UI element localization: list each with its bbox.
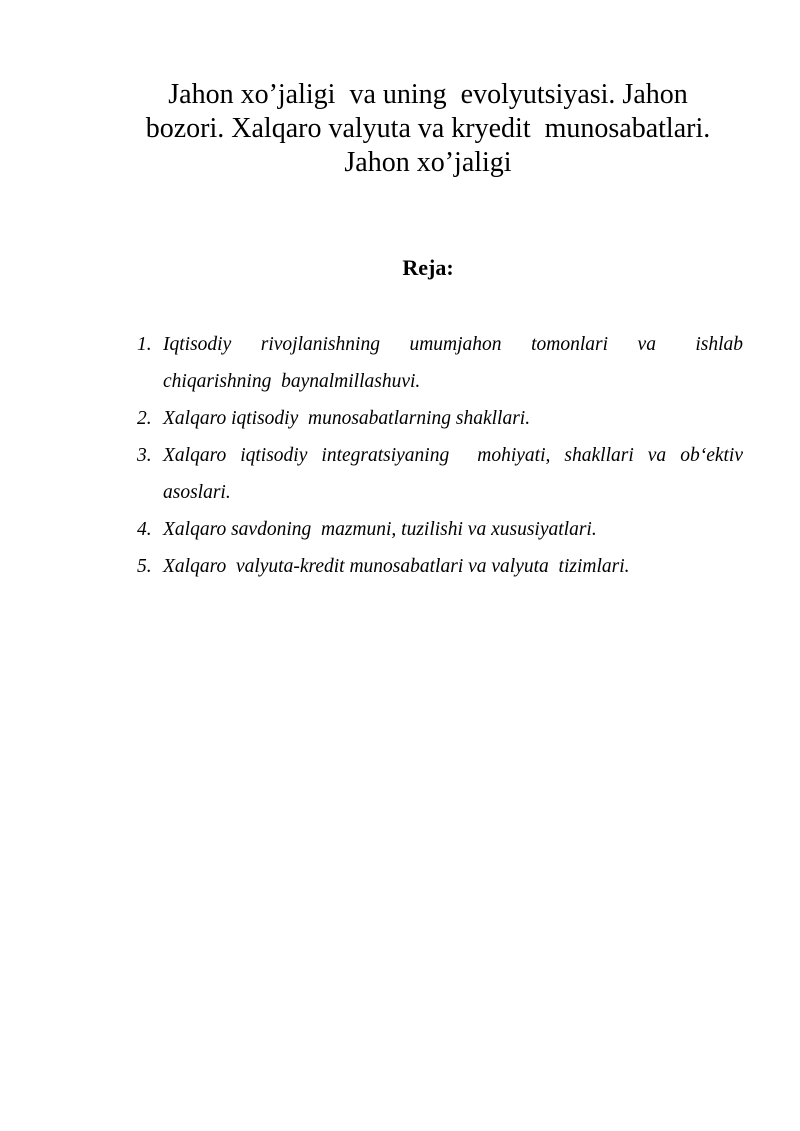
plan-item-5: [137, 548, 743, 585]
title-line-2: bozori. Xalqaro valyuta va kryedit munosabatlari.: [145, 113, 711, 144]
plan-list: [137, 326, 748, 585]
plan-item-2: [137, 400, 743, 437]
plan-item-number: 3.: [137, 445, 152, 466]
plan-item-number: 5.: [137, 556, 152, 577]
plan-item-3: [137, 437, 748, 511]
plan-item-4: [137, 511, 743, 548]
plan-item-number: 2.: [137, 408, 152, 429]
plan-heading: Reja:: [402, 255, 454, 280]
plan-item-text: Xalqaro savdoning mazmuni, tuzilishi va xususiyatlari.: [163, 519, 597, 540]
plan-item-1: [137, 326, 748, 400]
plan-item-text: Iqtisodiy rivojlanishning umumjahon tomonlari va ishlab chiqarishning baynalmillashuvi.: [163, 334, 748, 392]
plan-item-text: Xalqaro iqtisodiy munosabatlarning shakllari.: [163, 408, 531, 429]
plan-item-text: Xalqaro valyuta-kredit munosabatlari va valyuta tizimlari.: [163, 556, 630, 577]
title-line-3: Jahon xo’jaligi: [344, 147, 512, 178]
title-line-1: Jahon xo’jaligi va uning evolyutsiyasi. Jahon: [168, 79, 688, 110]
document-title: [110, 78, 746, 180]
plan-item-number: 4.: [137, 519, 152, 540]
plan-item-text: Xalqaro iqtisodiy integratsiyaning mohiyati, shakllari va ob‘ektiv asoslari.: [163, 445, 748, 503]
plan-item-number: 1.: [137, 334, 152, 355]
